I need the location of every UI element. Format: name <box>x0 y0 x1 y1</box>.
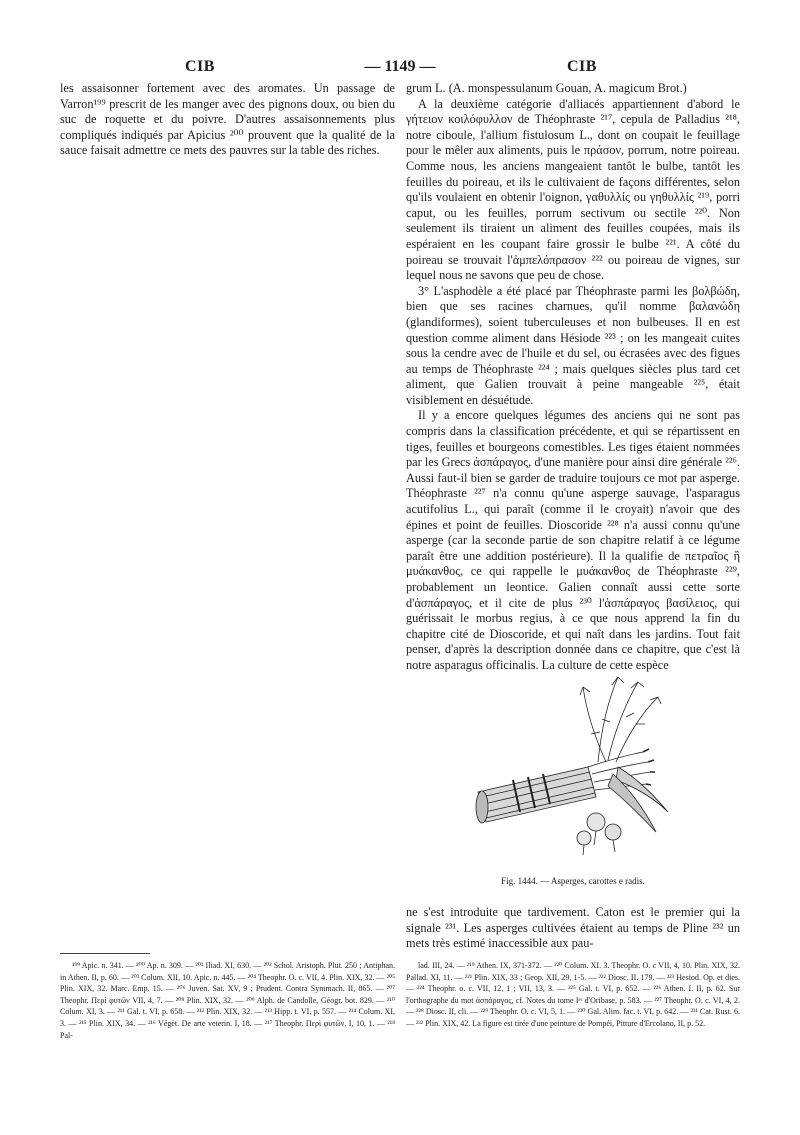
footnote-rule <box>60 953 150 954</box>
header-left-keyword: CIB <box>185 58 215 75</box>
carrots <box>608 767 668 832</box>
header-right-keyword: CIB <box>567 58 597 75</box>
right-column-continuation <box>406 905 740 952</box>
footnote-block: ¹⁹⁹ Apic. n. 341. — ²⁰⁰ Ap. n. 309. — ²⁰¹ Iliad. XI, 630. — ²⁰² Schol. Aristoph. Plut. 250 ; Antiphan. in Athen. II, p. 60. — ²⁰³ Colum. XII, 10. Apic. n. 445. — ²⁰⁴ Theophr. O. c. VII, 4. Plin. XIX, 32. — ²⁰⁵ Plin. XIX, 32. Marc. Emp. 15. — ²⁰⁶ Juven. Sat. XV, 9 ; Prudent. Contra Symmach. II, 865. — ²⁰⁷ Theophr. Περὶ φυτῶν VII, 4, 7. — ²⁰⁸ Plin. XIX, 32. — ²⁰⁹ Alph. de Candolle, Géogr. bot. 829. — ²¹⁰ Colum. XI, 3. — ²¹¹ Gal. t. VI, p. 658. — ²¹² Plin. XIX, 32. — ²¹³ Hipp. t. VI, p. 557. — ²¹⁴ Colum. XI, 3. — ²¹⁵ Plin. XIX, 34. — ²¹⁶ Végèt. De arte veterin. I, 18. — ²¹⁷ Theophr. Περὶ φυτῶν, I, 10, 1. — ²¹⁸ Pal- <box>60 961 395 1040</box>
paragraph: Il y a encore quelques légumes des anciens qui ne sont pas compris dans la classification précédente, et qui se répartissent en tiges, feuilles et bourgeons comestibles. Les tiges étaient nommées par les Grecs ἀσπάραγος, d'une manière pour ainsi dire générale ²²⁶. Aussi faut-il bien se garder de traduire toujours ce mot par asperge. Théophraste ²²⁷ n'a connu qu'une asperge sauvage, l'asparagus acutifolius L., qui paraît (comme il le croyait) n'avoir que des épines et point de feuilles. Dioscoride ²²⁸ n'a aussi connu qu'une asperge (car la seconde partie de son chapitre relatif à ce légume paraît être une addition postérieure). Il la qualifie de πετραῖος ἢ μυάκανθος, ce qui rappelle le μυάκανθος de Théophraste ²²⁹, probablement un leontice. Galien connaît aussi cette sorte d'ἀσπάραγος, et il cite de plus ²³⁰ l'ἀσπάραγος βασίλειος, qui guérissait le morbus regius, à ce que nous apprend la fin du chapitre cité de Dioscoride, et qui naît dans les jardins. Tout fait penser, d'après la description donnée dans ce chapitre, que c'est là notre asparagus officinalis. La culture de cette espèce <box>406 408 740 672</box>
paragraph: les assaisonner fortement avec des aromates. Un passage de Varron¹⁹⁹ prescrit de les manger avec des pignons doux, ou bien du suc de roquette et du poivre. D'autres assaisonnements plus compliqués indiqués par Apicius ²⁰⁰ prouvent que la qualité de la sauce faisait admettre ce mets des pauvres sur la table des riches. <box>60 81 395 158</box>
page-number: — 1149 — <box>364 58 436 75</box>
paragraph: 3° L'asphodèle a été placé par Théophraste parmi les βολβώδη, bien que ses racines charnues, qu'il nomme βαλανώδη (glandiformes), soient tuberculeuses et non bulbeuses. Il en est question comme aliment dans Hésiode ²²³ ; on les mangeait cuites sous la cendre avec de l'huile et du sel, ou écrasées avec des figues au temps de Théophraste ²²⁴ ; mais quelques siècles plus tard cet aliment, que Galien trouvait à peine mangeable ²²⁵, était visiblement en désuétude. <box>406 283 740 407</box>
footnotes-right <box>406 960 740 1030</box>
running-header <box>0 58 800 78</box>
paragraph: ne s'est introduite que tardivement. Caton est le premier qui la signale ²³¹. Les asperges cultivées étaient au temps de Pline ²³² un mets très estimé inaccessible aux pau- <box>406 905 740 951</box>
footnote-block: lad. III, 24. — ²¹⁹ Athen. IX, 371-372. — ²²⁰ Colum. XI. 3. Theophr. O. c VII, 4, 10. Plin. XIX, 32. Pallad. XI, 11. — ²²¹ Plin. XIX, 33 ; Geop. XII, 29, 1-5. — ²²² Diosc. II. 179. — ²²³ Hesiod. Op. et dies. — ²²⁴ Theophr. o. c. VII, 12, 1 ; VII, 13, 3. — ²²⁵ Gal. t. VI, p. 652. — ²²⁶ Athen. I. II, p. 62. Sur l'orthographe du mot ἀσπάραγος, cf. Notes du tome Iᵉʳ d'Oribase, p. 583. — ²²⁷ Theophr. O. c. VI, 4, 2. — ²²⁸ Diosc. II, cli. — ²²⁹ Theophr. O. c. VI, 5, 1. — ²³⁰ Gal. Alim. fac. t. VI, p. 642. — ²³¹ Cat. Rust. 6. — ²³² Plin. XIX, 42. La figure est tirée d'une peinture de Pompéi, Pitture d'Ercolano, II, p. 52. <box>406 961 740 1028</box>
asparagus-bundle <box>476 749 655 823</box>
left-column <box>60 81 395 159</box>
footnotes-left <box>60 960 395 1041</box>
paragraph: grum L. (A. monspessulanum Gouan, A. magicum Brot.) <box>406 81 687 95</box>
asparagus-carrots-radishes-engraving <box>468 662 678 867</box>
figure-engraving <box>406 662 740 887</box>
figure-caption: Fig. 1444. — Asperges, carottes e radis. <box>501 876 645 886</box>
right-column <box>406 81 740 674</box>
radishes <box>577 813 621 855</box>
paragraph: A la deuxième catégorie d'alliacés appartiennent d'abord le γήτειον κοιλόφυλλον de Théophraste ²¹⁷, cepula de Palladius ²¹⁸, notre ciboule, l'allium fistulosum L., dont on coupait le feuillage pour le mêler aux aliments, puis le πράσον, porrum, notre poireau. Comme nous, les anciens mangeaient tantôt le bulbe, tantôt les feuilles du poireau, et ils le cultivaient de façons différentes, selon qu'ils voulaient en obtenir l'oignon, γαθυλλίς ou γηθυλλίς ²¹⁹, porri caput, ou les feuilles, porrum sectivum ou sectile ²²⁰. Non seulement ils tiraient un aliment des feuilles coupées, mais ils espéraient en les coupant faire grossir le bulbe ²²¹. A côté du poireau se trouvait l'ἀμπελόπρασον ²²² ou poireau de vignes, sur lequel nous ne savons que peu de chose. <box>406 96 740 283</box>
